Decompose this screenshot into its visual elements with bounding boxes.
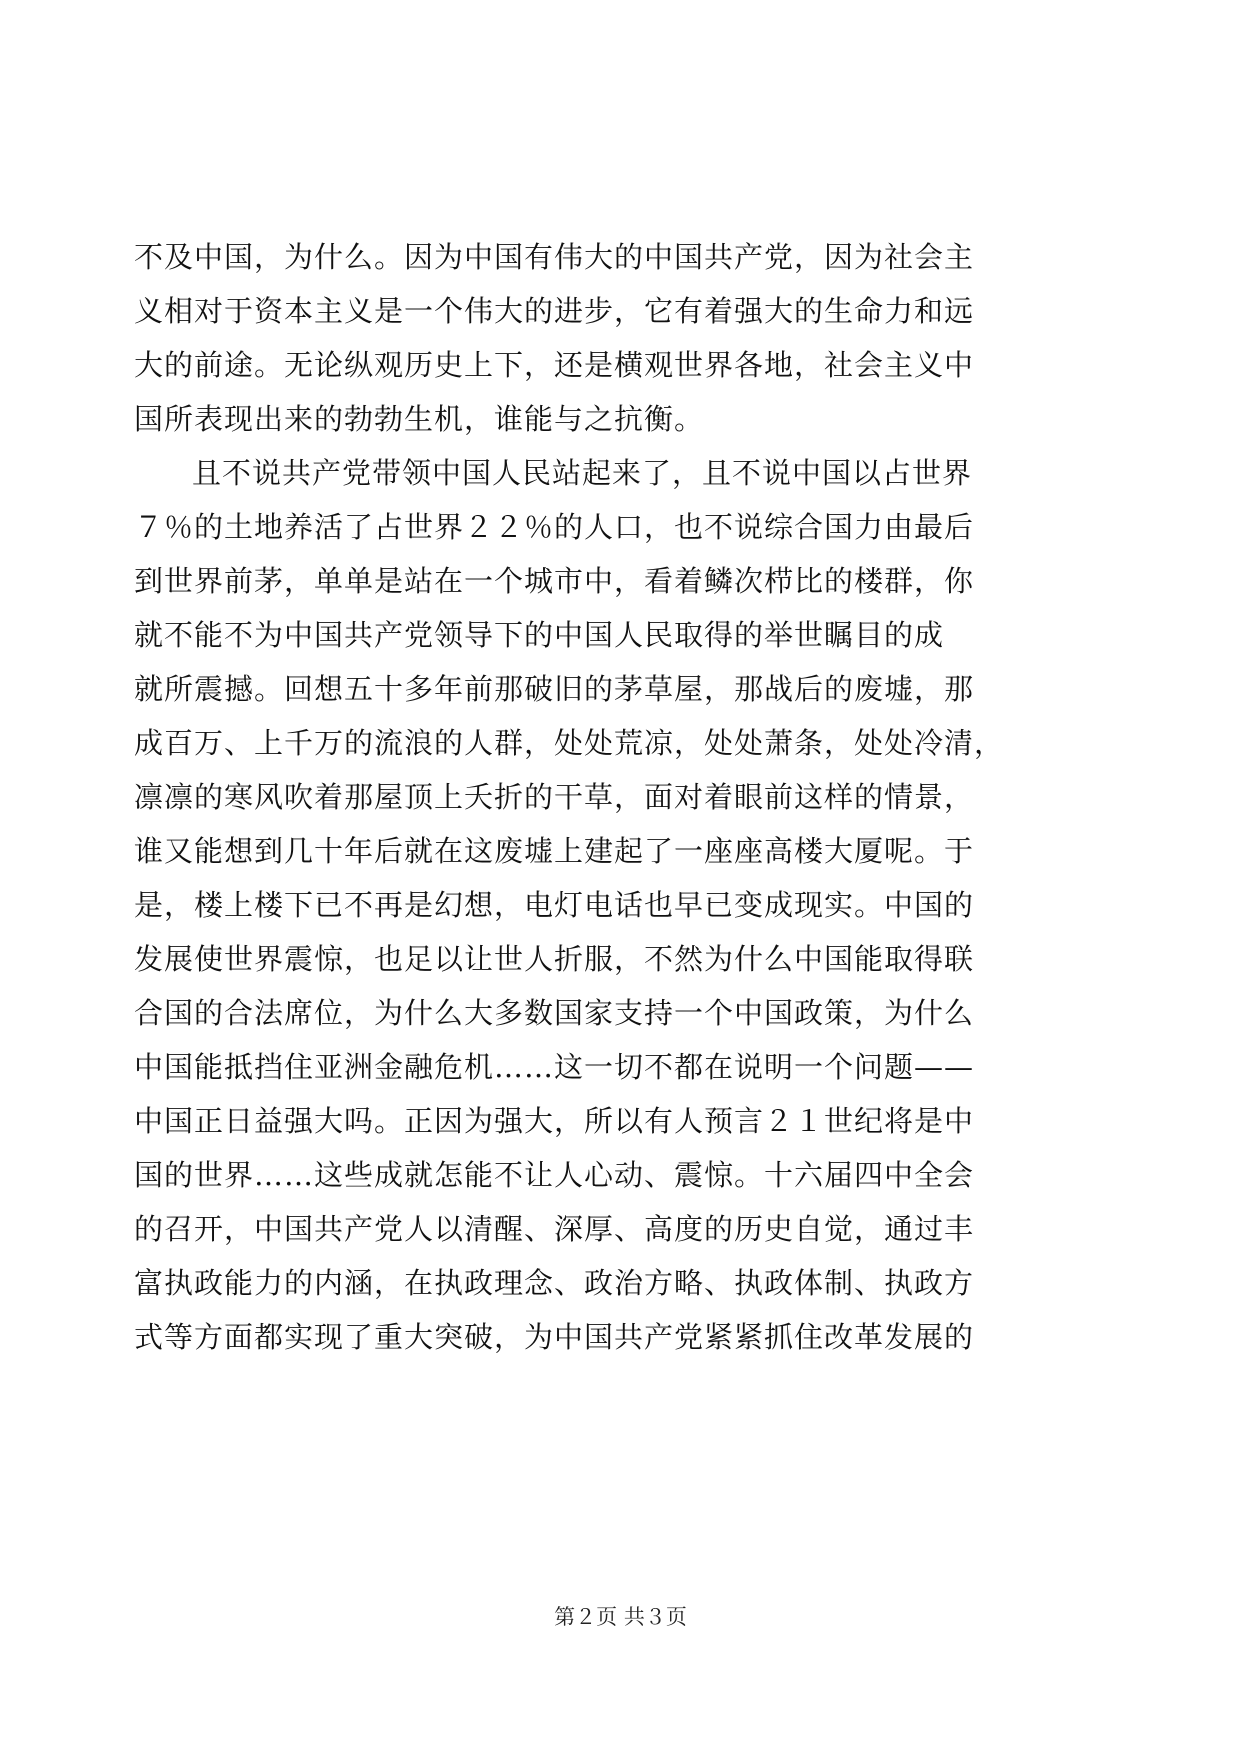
- text-line: 不及中国，为什么。因为中国有伟大的中国共产党，因为社会主: [134, 240, 975, 274]
- page-number-footer: 第２页 共３页: [554, 1605, 687, 1629]
- text-line: 到世界前茅，单单是站在一个城市中，看着鳞次栉比的楼群，你: [134, 564, 975, 598]
- text-line: ７％的土地养活了占世界２２％的人口，也不说综合国力由最后: [134, 510, 975, 544]
- text-line: 谁又能想到几十年后就在这废墟上建起了一座座高楼大厦呢。于: [134, 834, 975, 868]
- text-line: 中国正日益强大吗。正因为强大，所以有人预言２１世纪将是中: [134, 1104, 975, 1138]
- body-text: [134, 230, 1074, 1364]
- text-line: 义相对于资本主义是一个伟大的进步，它有着强大的生命力和远: [134, 294, 975, 328]
- text-line: 是，楼上楼下已不再是幻想，电灯电话也早已变成现实。中国的: [134, 888, 975, 922]
- text-line: 发展使世界震惊，也足以让世人折服，不然为什么中国能取得联: [134, 942, 975, 976]
- paragraph-first-line: 且不说共产党带领中国人民站起来了，且不说中国以占世界: [192, 456, 973, 490]
- text-line: 就不能不为中国共产党领导下的中国人民取得的举世瞩目的成: [134, 618, 945, 652]
- text-line: 中国能抵挡住亚洲金融危机……这一切不都在说明一个问题——: [134, 1050, 975, 1084]
- text-line: 国的世界……这些成就怎能不让人心动、震惊。十六届四中全会: [134, 1158, 975, 1192]
- text-line: 国所表现出来的勃勃生机，谁能与之抗衡。: [134, 402, 705, 436]
- text-line: 成百万、上千万的流浪的人群，处处荒凉，处处萧条，处处冷清，: [134, 726, 1005, 760]
- text-line: 就所震撼。回想五十多年前那破旧的茅草屋，那战后的废墟，那: [134, 672, 975, 706]
- text-line: 的召开，中国共产党人以清醒、深厚、高度的历史自觉，通过丰: [134, 1212, 975, 1246]
- text-line: 合国的合法席位，为什么大多数国家支持一个中国政策，为什么: [134, 996, 975, 1030]
- text-line: 凛凛的寒风吹着那屋顶上夭折的干草，面对着眼前这样的情景，: [134, 780, 975, 814]
- text-line: 大的前途。无论纵观历史上下，还是横观世界各地，社会主义中: [134, 348, 975, 382]
- text-line: 富执政能力的内涵，在执政理念、政治方略、执政体制、执政方: [134, 1266, 975, 1300]
- text-line: 式等方面都实现了重大突破，为中国共产党紧紧抓住改革发展的: [134, 1320, 975, 1354]
